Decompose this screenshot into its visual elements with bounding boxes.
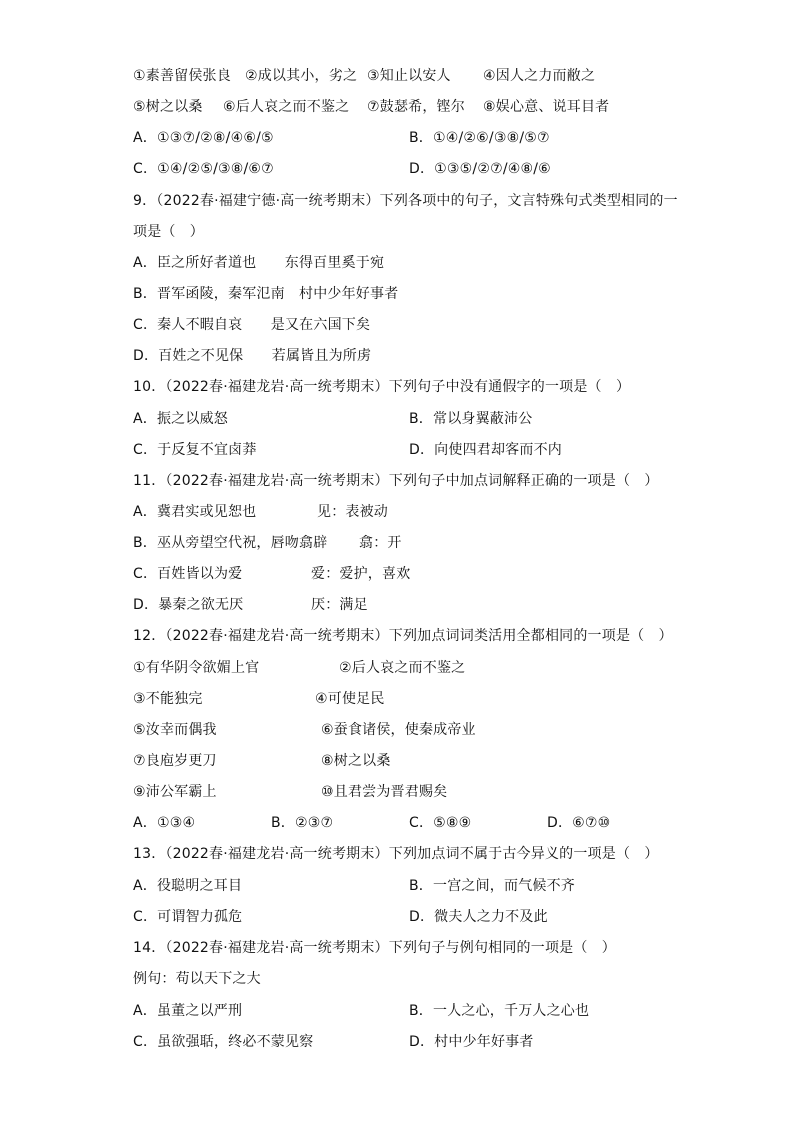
q14-example: 例句：苟以天下之大 [133, 971, 261, 987]
q12-item: ⑧树之以桑 [321, 753, 391, 769]
q12-item: ⑨沛公军霸上 [133, 784, 217, 800]
q11-option-text: B．巫从旁望空代祝，唇吻翕辟 [133, 535, 328, 551]
q13-stem: 13．（2022春·福建龙岩·高一统考期末）下列加点词不属于古今异义的一项是（ ） [133, 846, 659, 862]
q10-option-c[interactable]: C．于反复不宜卤莽 [133, 442, 257, 458]
q11-stem: 11．（2022春·福建龙岩·高一统考期末）下列句子中加点词解释正确的一项是（ ） [133, 473, 659, 489]
option-c[interactable]: C．①④/②⑤/③⑧/⑥⑦ [133, 161, 274, 177]
q11-option-note: 见：表被动 [317, 504, 388, 520]
prev-item: ①素善留侯张良 [133, 68, 231, 84]
q12-item: ④可使足民 [315, 691, 385, 707]
prev-item: ③知止以安人 [367, 68, 451, 84]
q14-option-c[interactable]: C．虽欲强聒，终必不蒙见察 [133, 1034, 314, 1050]
q11-option-text: C．百姓皆以为爱 [133, 566, 243, 582]
option-b[interactable]: B．①④/②⑥/③⑧/⑤⑦ [409, 130, 550, 146]
prev-item: ⑦鼓瑟希，铿尔 [367, 99, 465, 115]
q12-option-c[interactable]: C．⑤⑧⑨ [409, 815, 472, 831]
q12-item: ⑤汝幸而偶我 [133, 722, 217, 738]
q9-option-c[interactable]: C．秦人不暇自哀 是又在六国下矣 [133, 317, 371, 333]
q14-option-d[interactable]: D．村中少年好事者 [409, 1034, 534, 1050]
q11-option-note: 厌：满足 [311, 597, 368, 613]
q9-option-a[interactable]: A．臣之所好者道也 东得百里奚于宛 [133, 255, 385, 271]
q14-option-b[interactable]: B．一人之心，千万人之心也 [409, 1003, 590, 1019]
prev-item: ⑤树之以桑 [133, 99, 203, 115]
q13-option-c[interactable]: C．可谓智力孤危 [133, 909, 243, 925]
q13-option-b[interactable]: B．一宫之间，而气候不齐 [409, 878, 576, 894]
q12-item: ②后人哀之而不鉴之 [339, 660, 466, 676]
q14-stem: 14．（2022春·福建龙岩·高一统考期末）下列句子与例句相同的一项是（ ） [133, 940, 616, 956]
q11-option-text: D．暴秦之欲无厌 [133, 597, 244, 613]
prev-item: ⑥后人哀之而不鉴之 [223, 99, 350, 115]
q9-option-b[interactable]: B．晋军函陵，秦军氾南 村中少年好事者 [133, 286, 399, 302]
q11-option-note: 翕：开 [359, 535, 402, 551]
q10-option-d[interactable]: D．向使四君却客而不内 [409, 442, 562, 458]
prev-item: ④因人之力而敝之 [483, 68, 596, 84]
q12-item: ①有华阴令欲媚上官 [133, 660, 260, 676]
q12-option-b[interactable]: B．②③⑦ [271, 815, 334, 831]
q10-option-b[interactable]: B．常以身翼蔽沛公 [409, 411, 533, 427]
q12-item: ⑥蚕食诸侯，使秦成帝业 [321, 722, 476, 738]
q12-item: ③不能独完 [133, 691, 203, 707]
option-d[interactable]: D．①③⑤/②⑦/④⑧/⑥ [409, 161, 551, 177]
q14-option-a[interactable]: A．虽董之以严刑 [133, 1003, 243, 1019]
q9-stem-line-1: 9．（2022春·福建宁德·高一统考期末）下列各项中的句子，文言特殊句式类型相同的一 [133, 193, 678, 209]
prev-item: ⑧娱心意、说耳目者 [483, 99, 610, 115]
q9-option-d[interactable]: D．百姓之不见保 若属皆且为所虏 [133, 348, 372, 364]
q10-stem: 10．（2022春·福建龙岩·高一统考期末）下列句子中没有通假字的一项是（ ） [133, 379, 631, 395]
q13-option-d[interactable]: D．微夫人之力不及此 [409, 909, 548, 925]
q13-option-a[interactable]: A．役聪明之耳目 [133, 878, 243, 894]
q12-option-d[interactable]: D．⑥⑦⑩ [547, 815, 611, 831]
q12-item: ⑦良庖岁更刀 [133, 753, 217, 769]
q9-stem-line-2: 项是（ ） [133, 224, 204, 240]
option-a[interactable]: A．①③⑦/②⑧/④⑥/⑤ [133, 130, 274, 146]
q10-option-a[interactable]: A．振之以威怒 [133, 411, 228, 427]
q11-option-note: 爱：爱护，喜欢 [311, 566, 411, 582]
prev-item: ②成以其小，劣之 [245, 68, 358, 84]
q12-stem: 12．（2022春·福建龙岩·高一统考期末）下列加点词词类活用全都相同的一项是（ ） [133, 628, 673, 644]
q12-option-a[interactable]: A．①③④ [133, 815, 196, 831]
q12-item: ⑩且君尝为晋君赐矣 [321, 784, 448, 800]
q11-option-text: A．冀君实或见恕也 [133, 504, 257, 520]
